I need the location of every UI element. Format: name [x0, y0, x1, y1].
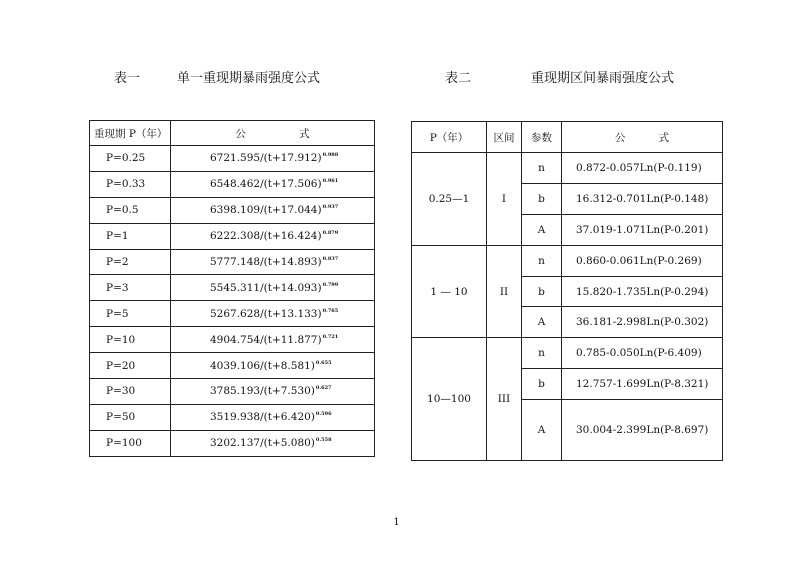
table-row — [90, 327, 375, 353]
formula-exponent: 0.655 — [315, 359, 332, 366]
return-period-cell: P=0.25 — [90, 146, 171, 172]
formula-text: 6548.462/(t+17.506) — [210, 178, 322, 191]
formula-text: 4904.754/(t+11.877) — [210, 333, 322, 346]
parameter-cell: A — [522, 214, 562, 245]
table-row — [90, 430, 375, 456]
table-row — [90, 301, 375, 327]
formula-cell: 0.860-0.061Ln(P-0.269) — [562, 245, 723, 276]
formula-text: 5545.311/(t+14.093) — [210, 281, 322, 294]
formula-cell — [171, 197, 375, 223]
table-row — [90, 197, 375, 223]
table-header-row — [412, 122, 723, 153]
table1-label: 表一 — [114, 71, 141, 86]
return-period-cell: P=0.33 — [90, 171, 171, 197]
column-header-return-period: 重现期 P（年） — [90, 121, 171, 146]
column-header-parameter: 参数 — [522, 122, 562, 153]
formula-cell — [171, 301, 375, 327]
range-cell: 10—100 — [412, 338, 487, 461]
formula-exponent: 0.721 — [322, 333, 339, 340]
table2-body — [412, 153, 723, 461]
return-period-cell: P=30 — [90, 379, 171, 405]
formula-cell — [171, 353, 375, 379]
formula-cell — [171, 223, 375, 249]
parameter-cell: n — [522, 153, 562, 184]
formula-cell — [171, 275, 375, 301]
formula-cell — [171, 327, 375, 353]
formula-text: 3785.193/(t+7.530) — [210, 385, 315, 398]
formula-cell — [171, 430, 375, 456]
return-period-cell: P=2 — [90, 249, 171, 275]
formula-cell: 15.820-1.735Ln(P-0.294) — [562, 276, 723, 307]
formula-cell: 0.872-0.057Ln(P-0.119) — [562, 153, 723, 184]
table1-body — [90, 146, 375, 457]
range-cell: 1 — 10 — [412, 245, 487, 338]
formula-cell: 12.757-1.699Ln(P-8.321) — [562, 369, 723, 400]
return-period-cell: P=20 — [90, 353, 171, 379]
formula-exponent: 0.937 — [322, 204, 339, 211]
formula-text: 4039.106/(t+8.581) — [210, 359, 315, 372]
formula-exponent: 0.879 — [322, 230, 339, 237]
formula-exponent: 0.988 — [322, 152, 339, 159]
single-return-period-table — [89, 120, 375, 457]
column-header-formula: 公 式 — [171, 121, 375, 146]
formula-text: 6222.308/(t+16.424) — [210, 230, 322, 243]
table-row — [90, 404, 375, 430]
column-header-formula: 公 式 — [562, 122, 723, 153]
return-period-cell: P=10 — [90, 327, 171, 353]
table-row — [90, 146, 375, 172]
formula-exponent: 0.961 — [322, 178, 339, 185]
formula-exponent: 0.837 — [322, 256, 339, 262]
parameter-cell: b — [522, 183, 562, 214]
formula-exponent: 0.765 — [322, 307, 339, 314]
parameter-cell: A — [522, 400, 562, 461]
formula-cell: 37.019-1.071Ln(P-0.201) — [562, 214, 723, 245]
page-number: 1 — [393, 517, 400, 528]
table-row — [412, 338, 723, 369]
return-period-cell: P=100 — [90, 430, 171, 456]
formula-exponent: 0.596 — [315, 411, 332, 418]
table1-title: 单一重现期暴雨强度公式 — [177, 71, 321, 86]
range-cell: 0.25—1 — [412, 153, 487, 246]
column-header-interval: 区间 — [487, 122, 522, 153]
formula-cell — [171, 171, 375, 197]
formula-cell — [171, 249, 375, 275]
parameter-cell: A — [522, 307, 562, 338]
table-row — [90, 171, 375, 197]
column-header-p-years: P（年） — [412, 122, 487, 153]
interval-return-period-table — [411, 121, 723, 461]
return-period-cell: P=5 — [90, 301, 171, 327]
table2-label: 表二 — [445, 71, 472, 86]
table-row — [90, 379, 375, 405]
formula-text: 6721.595/(t+17.912) — [210, 152, 322, 165]
formula-text: 5267.628/(t+13.133) — [210, 307, 322, 320]
interval-cell: I — [487, 153, 522, 246]
return-period-cell: P=0.5 — [90, 197, 171, 223]
table-header-row — [90, 121, 375, 146]
formula-text: 5777.148/(t+14.893) — [210, 256, 322, 268]
table-row — [90, 223, 375, 249]
formula-cell — [171, 146, 375, 172]
table2-title: 重现期区间暴雨强度公式 — [531, 71, 675, 86]
return-period-cell: P=50 — [90, 404, 171, 430]
formula-text: 3202.137/(t+5.080) — [210, 437, 315, 450]
interval-cell: III — [487, 338, 522, 461]
formula-exponent: 0.558 — [315, 437, 332, 444]
table-row — [90, 249, 375, 275]
formula-cell: 36.181-2.998Ln(P-0.302) — [562, 307, 723, 338]
interval-cell: II — [487, 245, 522, 338]
table-row — [90, 353, 375, 379]
formula-cell: 0.785-0.050Ln(P-6.409) — [562, 338, 723, 369]
table-row — [90, 275, 375, 301]
parameter-cell: n — [522, 245, 562, 276]
formula-text: 6398.109/(t+17.044) — [210, 204, 322, 217]
formula-cell: 16.312-0.701Ln(P-0.148) — [562, 183, 723, 214]
formula-exponent: 0.627 — [315, 385, 332, 392]
parameter-cell: b — [522, 276, 562, 307]
parameter-cell: b — [522, 369, 562, 400]
formula-cell — [171, 404, 375, 430]
formula-text: 3519.938/(t+6.420) — [210, 411, 315, 424]
return-period-cell: P=1 — [90, 223, 171, 249]
return-period-cell: P=3 — [90, 275, 171, 301]
table-row — [412, 245, 723, 276]
table-row — [412, 153, 723, 184]
parameter-cell: n — [522, 338, 562, 369]
formula-cell — [171, 379, 375, 405]
formula-exponent: 0.799 — [322, 281, 339, 288]
formula-cell: 30.004-2.399Ln(P-8.697) — [562, 400, 723, 461]
